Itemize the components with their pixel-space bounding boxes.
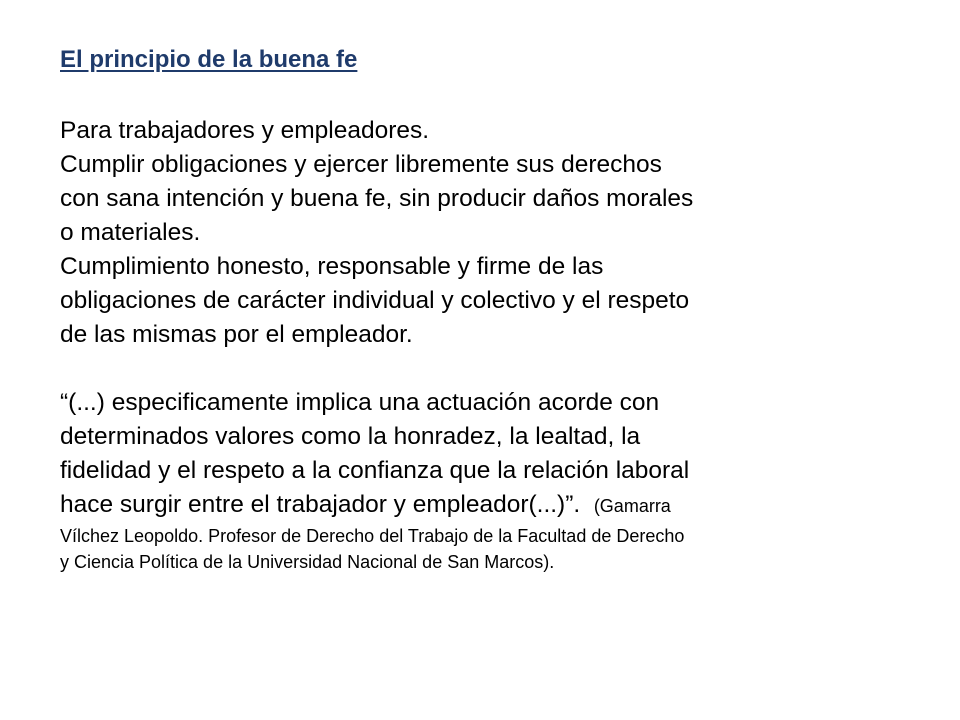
quote-line-last — [60, 488, 920, 523]
spacer — [60, 352, 920, 386]
body-line: obligaciones de carácter individual y colectivo y el respeto — [60, 287, 690, 314]
slide-content — [60, 40, 920, 575]
body-line: de las mismas por el empleador. — [60, 321, 413, 348]
citation-line: y Ciencia Política de la Universidad Nacional de San Marcos). — [60, 552, 555, 572]
quote-line: fidelidad y el respeto a la confianza que la relación laboral — [60, 457, 690, 484]
body-line: Para trabajadores y empleadores. — [60, 117, 430, 144]
slide-title: El principio de la buena fe — [60, 46, 358, 73]
citation-start: (Gamarra — [593, 496, 671, 516]
quote-line: “(...) especificamente implica una actuación acorde con — [60, 389, 660, 416]
body-line: Cumplimiento honesto, responsable y firme de las — [60, 253, 604, 280]
quote-line: determinados valores como la honradez, la lealtad, la — [60, 423, 641, 450]
spacer — [60, 80, 920, 114]
body-line: Cumplir obligaciones y ejercer libremente sus derechos — [60, 151, 662, 178]
quote-text: hace surgir entre el trabajador y empleador(...)”. — [60, 491, 581, 518]
body-line: con sana intención y buena fe, sin producir daños morales — [60, 185, 694, 212]
body-line: o materiales. — [60, 219, 201, 246]
citation-line: Vílchez Leopoldo. Profesor de Derecho del Trabajo de la Facultad de Derecho — [60, 526, 685, 546]
